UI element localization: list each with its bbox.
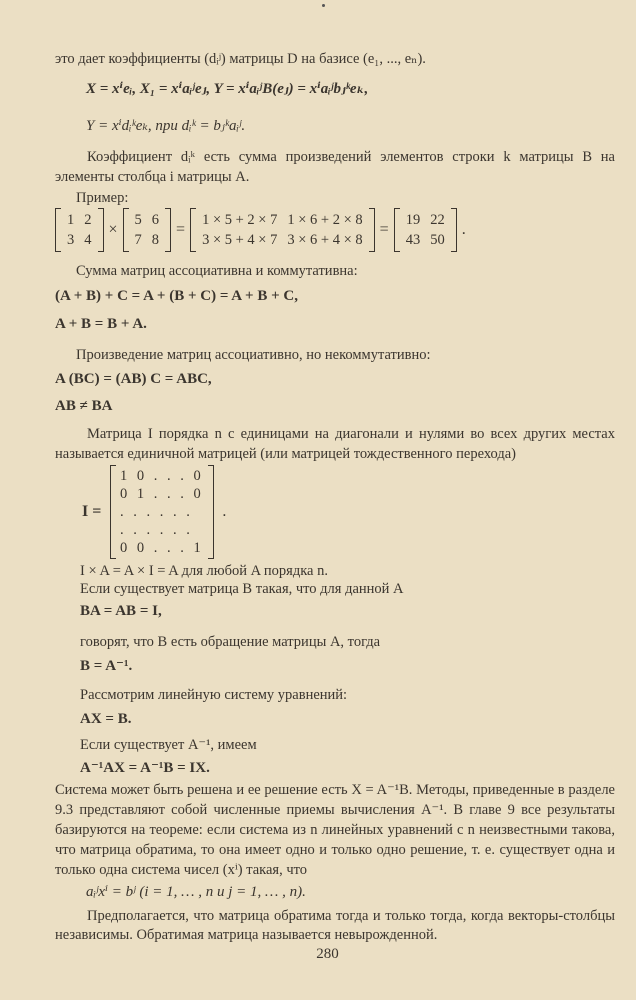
- matrix-cell: 3 × 5 + 4 × 7: [202, 232, 278, 248]
- identity-matrix-equation: [55, 465, 615, 559]
- sum-text: Сумма матриц ассоциативна и коммутативна:: [76, 263, 358, 279]
- matrix-cell: 3: [67, 232, 75, 248]
- equals-sign: =: [176, 221, 186, 238]
- matrix-cell: 22: [430, 212, 445, 228]
- page-number: 280: [316, 946, 339, 962]
- period: .: [461, 221, 466, 238]
- matrix-cell: 50: [430, 232, 445, 248]
- identity-property: I × A = A × I = A для любой A порядка n.: [80, 563, 328, 579]
- system-equation: AX = B.: [80, 711, 132, 727]
- matrix-result: [394, 208, 457, 252]
- matrix-cell: 1: [67, 212, 75, 228]
- coefficient-text: Коэффициент dᵢᵏ есть сумма произведений элементов строки k матрицы B на элементы столбца i матрицы A.: [55, 149, 615, 185]
- solution-equation: aᵢʲxⁱ = bʲ (i = 1, … , n и j = 1, … , n).: [86, 884, 306, 900]
- identity-row: 0 0 . . . 1: [119, 540, 204, 556]
- product-equation-1: A (BC) = (AB) C = ABC,: [55, 371, 212, 387]
- exists-text: Если существует A⁻¹, имеем: [80, 737, 257, 753]
- identity-row: . . . . . .: [119, 504, 193, 520]
- solution-text: Система может быть решена и ее решение есть X = A⁻¹B. Методы, приведенные в разделе 9.3 представляют собой численные приемы вычисления A⁻¹. В главе 9 все результаты базируются на теореме: если система из n линейных уравнений с n неизвестными такова, что матрица обратима, то она имеет одно и только одно решение, т. е. существует одна и только одна система чисел (xⁱ) такая, что: [55, 782, 615, 878]
- matrix-cell: 6: [151, 212, 160, 228]
- inverse-definition: B = A⁻¹.: [80, 658, 133, 674]
- inverse-condition: Если существует матрица B такая, что для данной A: [80, 581, 404, 597]
- matrix-cell: 5: [134, 212, 142, 228]
- inverse-say: говорят, что B есть обращение матрицы A, тогда: [80, 634, 381, 650]
- coefficient-paragraph: [55, 147, 615, 187]
- equals-sign: =: [379, 221, 389, 238]
- times-sign: ×: [108, 221, 118, 238]
- identity-text: Матрица I порядка n с единицами на диагонали и нулями во всех других местах называется единичной матрицей (или матрицей тождественного перехода): [55, 426, 615, 462]
- identity-row: 1 0 . . . 0: [119, 468, 204, 484]
- inverse-equation: BA = AB = I,: [80, 603, 162, 619]
- intro-line: это дает коэффициенты (dᵢʲ) матрицы D на базисе (e₁, ..., eₙ).: [55, 51, 426, 67]
- matrix-cell: 19: [405, 212, 421, 228]
- matrix-b: [123, 208, 172, 252]
- matrix-cell: 1 × 6 + 2 × 8: [287, 212, 363, 228]
- identity-period: .: [222, 503, 227, 520]
- example-matrix-equation: [52, 208, 468, 252]
- matrix-expansion: [190, 208, 375, 252]
- product-text: Произведение матриц ассоциативно, но некоммутативно:: [76, 347, 431, 363]
- lower-section: [55, 424, 615, 963]
- matrix-cell: 43: [405, 232, 421, 248]
- matrix-cell: 3 × 6 + 4 × 8: [287, 232, 363, 248]
- identity-lhs: I =: [82, 503, 102, 520]
- sum-equation-2: A + B = B + A.: [55, 316, 147, 332]
- system-text: Рассмотрим линейную систему уравнений:: [80, 687, 348, 703]
- matrix-a: [55, 208, 104, 252]
- matrix-cell: 7: [134, 232, 142, 248]
- identity-row: . . . . . .: [119, 522, 193, 538]
- equation-x-y: X = xⁱeᵢ, X₁ = xⁱaᵢʲeⱼ, Y = xⁱaᵢʲB(eⱼ) = xⁱaᵢʲbⱼᵏeₖ,: [86, 81, 369, 97]
- product-equation-2: AB ≠ BA: [55, 398, 113, 414]
- identity-matrix: [110, 465, 214, 559]
- equation-y-d: Y = xⁱdᵢᵏeₖ, при dᵢᵏ = bⱼᵏaᵢʲ.: [86, 118, 246, 134]
- matrix-cell: 1 × 5 + 2 × 7: [202, 212, 278, 228]
- matrix-cell: 2: [84, 212, 92, 228]
- exists-equation: A⁻¹AX = A⁻¹B = IX.: [80, 760, 210, 776]
- matrix-cell: 8: [151, 232, 160, 248]
- identity-row: 0 1 . . . 0: [119, 486, 204, 502]
- matrix-cell: 4: [84, 232, 92, 248]
- print-speck: [322, 4, 325, 7]
- final-text: Предполагается, что матрица обратима тогда и только тогда, когда векторы-столбцы независимы. Обратимая матрица называется невырожденной.: [55, 908, 615, 943]
- sum-equation-1: (A + B) + C = A + (B + C) = A + B + C,: [55, 288, 298, 304]
- example-label: Пример:: [76, 190, 129, 206]
